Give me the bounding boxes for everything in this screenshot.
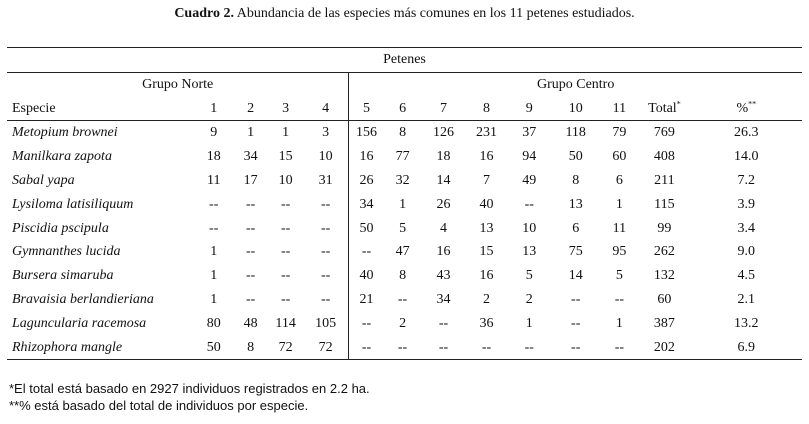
- col-header-percent: %**: [691, 97, 802, 121]
- table-cell: 769: [653, 125, 675, 141]
- table-cell: --: [246, 244, 256, 260]
- table-cell: 50: [568, 149, 583, 165]
- table-cell: 13.2: [734, 315, 759, 331]
- table-cell: --: [246, 268, 256, 284]
- table-cell: --: [614, 291, 625, 307]
- table-cell: 14.0: [734, 149, 759, 165]
- col-header: 2: [233, 97, 268, 121]
- col-header: 4: [303, 97, 349, 121]
- table-cell: 50: [194, 336, 233, 360]
- col-header-especie: Especie: [7, 97, 194, 121]
- table-cell: 2: [483, 291, 491, 307]
- species-name: Gymnanthes lucida: [12, 244, 121, 260]
- table-footnotes: [9, 380, 370, 414]
- table-cell: 202: [638, 336, 690, 360]
- col-header: 8: [465, 97, 507, 121]
- table-cell: 13: [479, 220, 494, 236]
- table-cell: 43: [436, 268, 451, 284]
- table-cell: 18: [436, 149, 451, 165]
- table-cell: 60: [657, 291, 672, 307]
- table-row: [7, 336, 802, 360]
- table-cell: 408: [653, 149, 675, 165]
- table-cell: --: [349, 312, 384, 336]
- table-cell: 40: [479, 196, 494, 212]
- table-cell: 49: [522, 172, 537, 188]
- table-cell: 1: [615, 315, 623, 331]
- table-cell: 34: [243, 149, 258, 165]
- table-cell: 34: [349, 193, 384, 217]
- table-cell: 3.9: [737, 196, 756, 212]
- table-cell: 16: [479, 149, 494, 165]
- table-row: [7, 288, 802, 312]
- table-cell: 1: [247, 125, 255, 141]
- table-cell: 21: [349, 288, 384, 312]
- table-cell: 8: [572, 172, 580, 188]
- table-row: [7, 169, 802, 193]
- table-cell: 8: [399, 268, 407, 284]
- col-header: 10: [551, 97, 600, 121]
- table-row: [7, 312, 802, 336]
- table-cell: 48: [243, 315, 258, 331]
- table-cell: --: [438, 315, 449, 331]
- table-cell: --: [280, 196, 291, 212]
- table-cell: 50: [349, 217, 384, 241]
- table-cell: 7.2: [737, 172, 756, 188]
- table-cell: 1: [210, 244, 218, 260]
- table-cell: 11: [612, 220, 627, 236]
- table-cell: 40: [349, 264, 384, 288]
- table-cell: 14: [436, 172, 451, 188]
- table-cell: 231: [476, 125, 498, 141]
- table-cell: --: [246, 291, 256, 307]
- table-row: [7, 193, 802, 217]
- table-cell: --: [524, 196, 534, 212]
- table-cell: 60: [612, 149, 627, 165]
- species-name: Rhizophora mangle: [7, 336, 194, 360]
- table-cell: 32: [395, 172, 410, 188]
- table-cell: 99: [657, 220, 672, 236]
- table-cell: 8: [399, 125, 407, 141]
- table-cell: --: [280, 291, 291, 307]
- table-cell: --: [209, 196, 219, 212]
- table-row: [7, 264, 802, 288]
- table-cell: 262: [653, 244, 675, 260]
- petenes-header: Petenes: [7, 48, 802, 73]
- table-cell: 26.3: [734, 125, 759, 141]
- table-cell: 1: [210, 268, 218, 284]
- table-cell: 387: [653, 315, 675, 331]
- table-cell: 10: [278, 172, 293, 188]
- footnote-percent: **% está basado del total de individuos por especie.: [9, 398, 309, 413]
- table-cell: 6.9: [691, 336, 802, 360]
- table-cell: 2: [525, 291, 533, 307]
- table-cell: 26: [349, 169, 384, 193]
- table-cell: 79: [612, 125, 627, 141]
- species-name: Piscidia pscipula: [12, 220, 109, 236]
- table-cell: 31: [318, 172, 333, 188]
- table-row: [7, 121, 802, 145]
- table-cell: --: [280, 268, 291, 284]
- table-cell: 114: [275, 315, 296, 331]
- table-cell: 2.1: [737, 291, 756, 307]
- species-name: Bursera simaruba: [12, 268, 114, 284]
- table-cell: 15: [479, 244, 494, 260]
- table-cell: 132: [653, 268, 675, 284]
- table-cell: 17: [243, 172, 258, 188]
- table-cell: --: [320, 291, 331, 307]
- table-cell: 1: [525, 315, 533, 331]
- table-cell: 9: [210, 125, 218, 141]
- table-cell: 36: [479, 315, 494, 331]
- table-cell: --: [349, 240, 384, 264]
- table-cell: 156: [349, 121, 384, 145]
- table-cell: 10: [522, 220, 537, 236]
- table-cell: 6: [572, 220, 580, 236]
- table-cell: 3.4: [737, 220, 756, 236]
- table-cell: 14: [568, 268, 583, 284]
- table-cell: 47: [395, 244, 410, 260]
- species-name: Sabal yapa: [12, 172, 75, 188]
- table-cell: 77: [395, 149, 410, 165]
- table-row: [7, 240, 802, 264]
- species-name: Laguncularia racemosa: [12, 315, 147, 331]
- col-header-total: Total*: [638, 97, 690, 121]
- col-header: 1: [194, 97, 233, 121]
- table-cell: 37: [522, 125, 537, 141]
- group-norte-header: Grupo Norte: [142, 76, 214, 92]
- table-cell: 18: [206, 149, 221, 165]
- table-cell: --: [384, 336, 422, 360]
- table-cell: 9.0: [737, 244, 756, 260]
- table-cell: 5: [525, 268, 533, 284]
- table-cell: 118: [565, 125, 586, 141]
- table-cell: --: [280, 220, 291, 236]
- table-cell: 80: [206, 315, 221, 331]
- group-centro-header: Grupo Centro: [349, 72, 802, 96]
- table-cell: --: [320, 220, 331, 236]
- col-header: 9: [508, 97, 551, 121]
- table-cell: 11: [206, 172, 221, 188]
- table-cell: 95: [612, 244, 627, 260]
- table-row: [7, 217, 802, 241]
- table-cell: 72: [268, 336, 303, 360]
- table-cell: --: [551, 336, 600, 360]
- table-cell: --: [209, 220, 219, 236]
- table-cell: 126: [432, 125, 454, 141]
- table-cell: 1: [210, 291, 218, 307]
- species-name: Metopium brownei: [12, 125, 118, 141]
- table-cell: 5: [399, 220, 407, 236]
- table-cell: 105: [315, 315, 337, 331]
- col-header: 3: [268, 97, 303, 121]
- table-cell: 211: [654, 172, 675, 188]
- total-superscript: *: [676, 98, 681, 108]
- table-cell: --: [508, 336, 551, 360]
- table-cell: 1: [399, 196, 407, 212]
- table-cell: 6: [615, 172, 623, 188]
- col-header: 7: [422, 97, 466, 121]
- table-cell: --: [422, 336, 466, 360]
- species-name: Manilkara zapota: [12, 149, 112, 165]
- table-cell: 4: [439, 220, 447, 236]
- percent-superscript: **: [748, 98, 757, 108]
- table-cell: 34: [436, 291, 451, 307]
- species-name: Bravaisia berlandieriana: [12, 291, 154, 307]
- table-cell: 1: [282, 125, 290, 141]
- table-cell: 4.5: [737, 268, 756, 284]
- table-cell: 16: [479, 268, 494, 284]
- col-header: 6: [384, 97, 422, 121]
- table-cell: 75: [568, 244, 583, 260]
- table-cell: 3: [322, 125, 330, 141]
- table-cell: 10: [318, 149, 333, 165]
- table-cell: --: [246, 196, 256, 212]
- footnote-total: *El total está basado en 2927 individuos registrados en 2.2 ha.: [9, 381, 370, 396]
- table-cell: 94: [522, 149, 537, 165]
- table-row: [7, 145, 802, 169]
- table-cell: 7: [483, 172, 491, 188]
- caption-label: Cuadro 2.: [174, 6, 234, 21]
- table-caption: [0, 6, 809, 22]
- table-cell: 8: [233, 336, 268, 360]
- table-cell: --: [397, 291, 408, 307]
- table-cell: --: [246, 220, 256, 236]
- table-cell: --: [600, 336, 638, 360]
- table-cell: 1: [615, 196, 623, 212]
- table-cell: --: [349, 336, 384, 360]
- table-cell: 13: [522, 244, 537, 260]
- table-cell: 13: [568, 196, 583, 212]
- table-cell: --: [571, 291, 581, 307]
- table-cell: --: [320, 268, 331, 284]
- table-cell: 115: [654, 196, 675, 212]
- abundance-table: [7, 47, 802, 360]
- table-cell: 16: [436, 244, 451, 260]
- col-header: 11: [600, 97, 638, 121]
- table-cell: 16: [349, 145, 384, 169]
- table-cell: 72: [303, 336, 349, 360]
- caption-text: Abundancia de las especies más comunes en los 11 petenes estudiados.: [236, 6, 635, 21]
- table-cell: --: [280, 244, 291, 260]
- col-header: 5: [349, 97, 384, 121]
- species-name: Lysiloma latisiliquum: [12, 196, 134, 212]
- table-cell: --: [465, 336, 507, 360]
- table-cell: 15: [278, 149, 293, 165]
- table-cell: --: [320, 244, 331, 260]
- table-cell: 2: [399, 315, 407, 331]
- table-cell: --: [571, 315, 581, 331]
- table-cell: --: [320, 196, 331, 212]
- table-cell: 26: [436, 196, 451, 212]
- table-cell: 5: [615, 268, 623, 284]
